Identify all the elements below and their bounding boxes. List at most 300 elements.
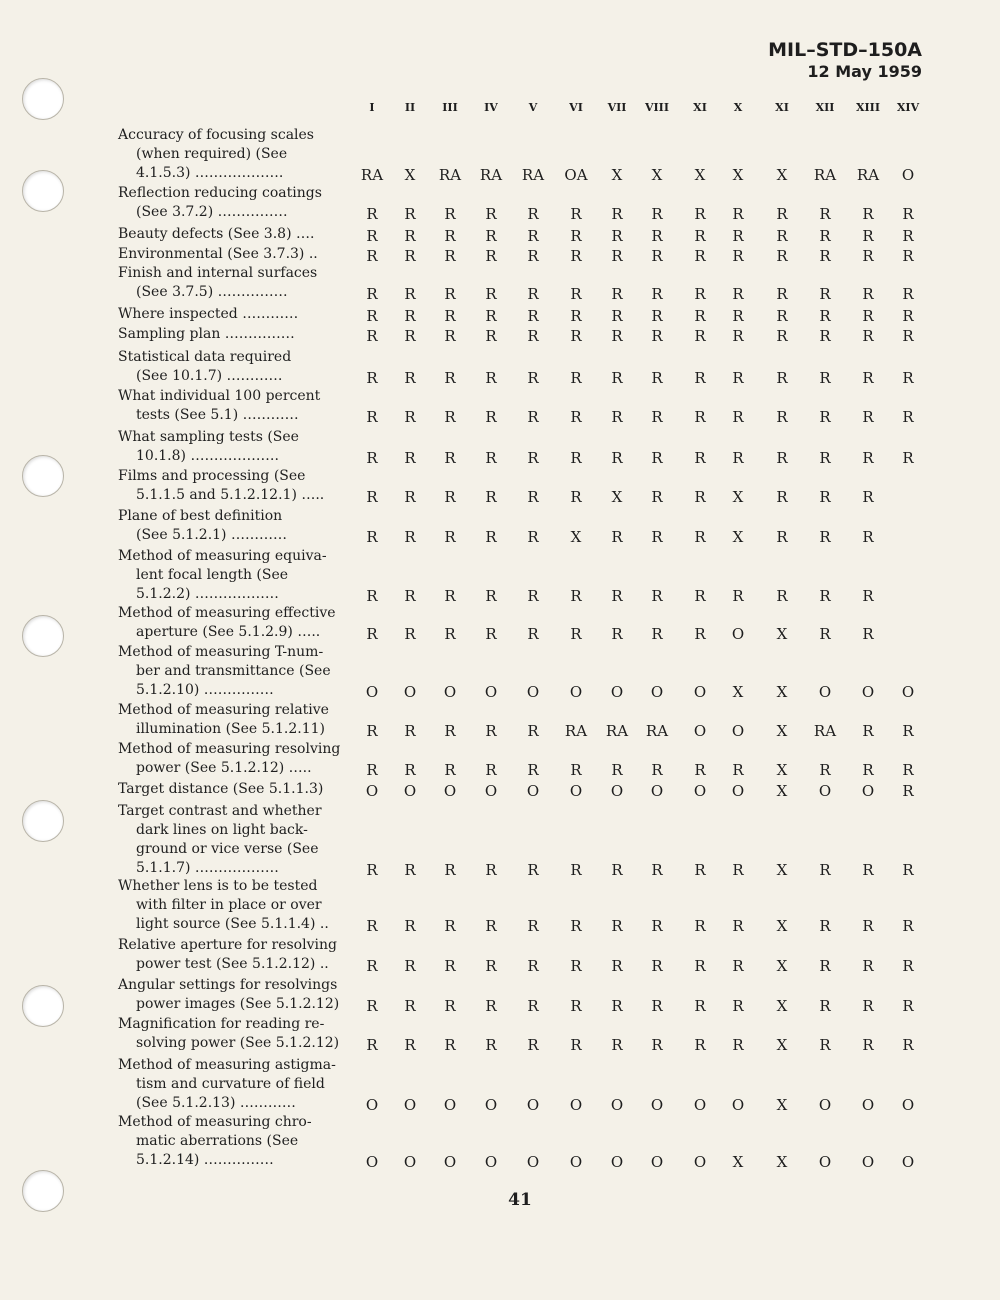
table-cell: R <box>694 307 706 325</box>
table-cell: R <box>902 997 914 1015</box>
table-cell: R <box>444 957 456 975</box>
table-cell: RA <box>645 722 669 740</box>
table-cell: X <box>611 166 623 184</box>
table-cell: R <box>611 957 623 975</box>
table-cell: R <box>527 327 539 345</box>
table-cell: RA <box>360 166 384 184</box>
column-header: X <box>733 101 743 114</box>
row-label <box>118 225 348 244</box>
table-cell: O <box>731 625 745 643</box>
table-cell: R <box>819 369 831 387</box>
table-cell: R <box>732 587 744 605</box>
row-label <box>118 305 348 324</box>
table-cell: R <box>527 408 539 426</box>
row-label-line: 5.1.1.7) ……………… <box>136 860 279 876</box>
table-cell: R <box>366 861 378 879</box>
table-cell: O <box>901 1096 915 1114</box>
table-cell: R <box>611 761 623 779</box>
table-cell: R <box>366 1036 378 1054</box>
row-label <box>118 701 348 739</box>
column-header: XIV <box>896 101 920 114</box>
table-cell: O <box>650 683 664 701</box>
document-id: MIL–STD–150A <box>768 39 922 61</box>
table-cell: O <box>861 1153 875 1171</box>
table-cell: R <box>444 625 456 643</box>
table-cell: R <box>732 285 744 303</box>
column-header: I <box>369 101 375 114</box>
table-cell: R <box>694 917 706 935</box>
table-cell: R <box>732 917 744 935</box>
table-cell: R <box>404 408 416 426</box>
table-cell: R <box>732 449 744 467</box>
row-label-line: tism and curvature of field <box>136 1076 325 1092</box>
table-cell: R <box>902 861 914 879</box>
table-cell: R <box>485 861 497 879</box>
row-label <box>118 348 348 386</box>
table-cell: R <box>366 227 378 245</box>
table-cell: X <box>611 488 623 506</box>
table-cell: R <box>570 227 582 245</box>
row-label-line: Environmental (See 3.7.3) .. <box>118 246 318 262</box>
row-label-line: Sampling plan …………… <box>118 326 295 342</box>
row-label <box>118 802 348 878</box>
table-cell: R <box>819 1036 831 1054</box>
row-label-line: tests (See 5.1) ………… <box>136 407 299 423</box>
table-cell: R <box>485 957 497 975</box>
table-cell: R <box>366 408 378 426</box>
table-cell: R <box>694 528 706 546</box>
row-label-line: Method of measuring chro- <box>118 1114 312 1130</box>
row-label-line: Method of measuring resolving <box>118 741 341 757</box>
table-cell: R <box>485 722 497 740</box>
table-cell: R <box>776 488 788 506</box>
table-cell: R <box>862 722 874 740</box>
table-cell: R <box>651 528 663 546</box>
row-label <box>118 877 348 934</box>
table-cell: R <box>527 369 539 387</box>
table-cell: R <box>366 625 378 643</box>
column-header: XIII <box>856 101 880 114</box>
table-cell: R <box>366 307 378 325</box>
table-cell: R <box>732 408 744 426</box>
table-cell: R <box>404 587 416 605</box>
table-cell: X <box>732 683 744 701</box>
table-cell: R <box>366 205 378 223</box>
row-label-line: Angular settings for resolvings <box>118 977 338 993</box>
table-cell: R <box>651 327 663 345</box>
table-cell: X <box>732 528 744 546</box>
table-cell: O <box>443 782 457 800</box>
table-cell: R <box>694 369 706 387</box>
table-cell: R <box>732 369 744 387</box>
table-cell: R <box>485 761 497 779</box>
table-cell: O <box>403 1153 417 1171</box>
row-label-line: 10.1.8) ………………. <box>136 448 279 464</box>
row-label-line: 5.1.2.14) …………… <box>136 1152 274 1168</box>
table-cell: R <box>651 205 663 223</box>
table-cell: R <box>651 285 663 303</box>
table-cell: R <box>819 625 831 643</box>
table-cell: R <box>570 369 582 387</box>
row-label <box>118 780 348 799</box>
table-cell: X <box>776 1036 788 1054</box>
table-cell: R <box>902 1036 914 1054</box>
table-cell: R <box>485 917 497 935</box>
table-cell: R <box>651 957 663 975</box>
table-cell: R <box>366 587 378 605</box>
column-header: V <box>528 101 538 114</box>
table-cell: R <box>611 369 623 387</box>
table-cell: R <box>651 307 663 325</box>
table-cell: R <box>819 247 831 265</box>
table-cell: O <box>901 683 915 701</box>
table-cell: R <box>732 1036 744 1054</box>
table-cell: O <box>403 1096 417 1114</box>
table-cell: O <box>693 683 707 701</box>
row-label <box>118 507 348 545</box>
table-cell: R <box>694 449 706 467</box>
table-cell: X <box>776 997 788 1015</box>
table-cell: R <box>819 205 831 223</box>
table-cell: R <box>611 625 623 643</box>
table-cell: R <box>485 449 497 467</box>
document-header <box>768 40 922 82</box>
row-label-line: What individual 100 percent <box>118 388 321 404</box>
row-label-line: lent focal length (See <box>136 567 289 583</box>
table-cell: R <box>485 369 497 387</box>
table-cell: R <box>902 782 914 800</box>
table-cell: R <box>485 327 497 345</box>
table-cell: R <box>366 488 378 506</box>
row-label <box>118 387 348 425</box>
row-label-line: 5.1.2.10) …………… <box>136 682 274 698</box>
table-cell: R <box>776 449 788 467</box>
table-cell: O <box>818 1096 832 1114</box>
table-cell: R <box>902 369 914 387</box>
row-label <box>118 245 348 264</box>
table-cell: R <box>404 285 416 303</box>
table-cell: X <box>776 957 788 975</box>
table-cell: R <box>732 227 744 245</box>
table-cell: R <box>611 285 623 303</box>
table-cell: R <box>444 408 456 426</box>
row-label-line: (when required) (See <box>136 146 288 162</box>
row-label <box>118 126 348 183</box>
table-cell: R <box>902 327 914 345</box>
table-cell: R <box>732 957 744 975</box>
column-header: VI <box>569 101 583 114</box>
table-cell: R <box>862 528 874 546</box>
table-cell: R <box>485 488 497 506</box>
table-cell: R <box>527 307 539 325</box>
table-cell: R <box>819 408 831 426</box>
table-cell: R <box>862 957 874 975</box>
table-cell: X <box>651 166 663 184</box>
table-cell: R <box>485 997 497 1015</box>
table-cell: R <box>485 307 497 325</box>
row-label <box>118 936 348 974</box>
row-label-line: (See 5.1.2.1) ………… <box>136 527 287 543</box>
table-cell: R <box>694 625 706 643</box>
row-label-line: (See 3.7.5) …………… <box>136 284 288 300</box>
table-cell: R <box>444 449 456 467</box>
table-cell: X <box>570 528 582 546</box>
table-cell: R <box>776 227 788 245</box>
row-label-line: Method of measuring equiva- <box>118 548 327 564</box>
row-label-line: Method of measuring T-num- <box>118 644 324 660</box>
table-cell: RA <box>564 722 588 740</box>
table-cell: R <box>404 957 416 975</box>
table-cell: O <box>569 782 583 800</box>
table-cell: O <box>693 1096 707 1114</box>
table-cell: R <box>732 327 744 345</box>
table-cell: R <box>366 449 378 467</box>
table-cell: O <box>526 1096 540 1114</box>
table-cell: R <box>527 488 539 506</box>
table-cell: R <box>611 449 623 467</box>
table-cell: O <box>526 1153 540 1171</box>
row-label-line: power images (See 5.1.2.12) <box>136 996 340 1012</box>
row-label-line: Whether lens is to be tested <box>118 878 318 894</box>
table-cell: R <box>366 528 378 546</box>
table-cell: R <box>404 205 416 223</box>
table-cell: RA <box>605 722 629 740</box>
table-cell: R <box>611 997 623 1015</box>
row-label <box>118 547 348 604</box>
table-cell: R <box>819 488 831 506</box>
table-cell: R <box>694 327 706 345</box>
table-cell: R <box>651 449 663 467</box>
table-cell: O <box>443 1096 457 1114</box>
table-cell: R <box>404 327 416 345</box>
table-cell: R <box>732 997 744 1015</box>
table-cell: X <box>732 1153 744 1171</box>
row-label <box>118 976 348 1014</box>
table-cell: R <box>366 722 378 740</box>
table-cell: O <box>365 1153 379 1171</box>
table-cell: R <box>819 227 831 245</box>
table-cell: O <box>365 683 379 701</box>
table-cell: R <box>444 205 456 223</box>
table-cell: R <box>902 307 914 325</box>
table-cell: R <box>485 625 497 643</box>
row-label-line: (See 10.1.7) ………… <box>136 368 283 384</box>
row-label-line: (See 5.1.2.13) ………… <box>136 1095 296 1111</box>
table-cell: R <box>527 227 539 245</box>
table-cell: R <box>776 408 788 426</box>
table-cell: O <box>818 782 832 800</box>
table-cell: O <box>901 1153 915 1171</box>
table-cell: R <box>776 247 788 265</box>
table-cell: R <box>527 625 539 643</box>
table-cell: R <box>694 247 706 265</box>
table-cell: R <box>485 528 497 546</box>
table-cell: R <box>862 488 874 506</box>
table-cell: R <box>527 285 539 303</box>
table-cell: X <box>776 166 788 184</box>
table-cell: R <box>366 285 378 303</box>
table-cell: R <box>862 327 874 345</box>
row-label-line: Method of measuring relative <box>118 702 329 718</box>
table-cell: R <box>570 957 582 975</box>
table-cell: R <box>902 227 914 245</box>
row-label-line: Where inspected ………… <box>118 306 299 322</box>
table-cell: R <box>776 205 788 223</box>
table-cell: R <box>862 761 874 779</box>
row-label-line: Relative aperture for resolving <box>118 937 337 953</box>
table-cell: O <box>901 166 915 184</box>
table-cell: R <box>485 205 497 223</box>
table-cell: R <box>485 227 497 245</box>
table-cell: RA <box>813 166 837 184</box>
table-cell: R <box>732 861 744 879</box>
table-cell: R <box>776 587 788 605</box>
table-cell: R <box>404 488 416 506</box>
table-cell: R <box>444 587 456 605</box>
document-date: 12 May 1959 <box>807 62 922 81</box>
table-cell: R <box>444 761 456 779</box>
table-cell: R <box>444 488 456 506</box>
table-cell: R <box>444 369 456 387</box>
table-cell: R <box>694 408 706 426</box>
column-header: II <box>404 101 416 114</box>
table-cell: R <box>902 761 914 779</box>
row-label-line: dark lines on light back- <box>136 822 308 838</box>
row-label <box>118 643 348 700</box>
table-cell: R <box>570 285 582 303</box>
row-label <box>118 325 348 344</box>
table-cell: R <box>404 247 416 265</box>
table-cell: R <box>902 917 914 935</box>
table-cell: O <box>403 683 417 701</box>
table-cell: R <box>819 528 831 546</box>
table-cell: R <box>862 587 874 605</box>
table-cell: R <box>570 997 582 1015</box>
table-cell: X <box>776 625 788 643</box>
table-cell: R <box>862 408 874 426</box>
table-cell: X <box>404 166 416 184</box>
binder-hole <box>22 170 64 212</box>
table-cell: O <box>650 1096 664 1114</box>
table-cell: O <box>403 782 417 800</box>
table-cell: R <box>651 408 663 426</box>
row-label-line: Beauty defects (See 3.8) …. <box>118 226 315 242</box>
table-cell: X <box>694 166 706 184</box>
table-cell: O <box>818 683 832 701</box>
table-cell: R <box>527 997 539 1015</box>
row-label-line: Films and processing (See <box>118 468 306 484</box>
table-cell: R <box>651 227 663 245</box>
row-label-line: 4.1.5.3) ………………. <box>136 165 284 181</box>
row-label <box>118 1113 348 1170</box>
binder-hole <box>22 985 64 1027</box>
table-cell: R <box>862 285 874 303</box>
table-cell: R <box>819 307 831 325</box>
table-cell: R <box>776 369 788 387</box>
table-cell: R <box>366 327 378 345</box>
table-cell: R <box>404 997 416 1015</box>
table-cell: R <box>570 327 582 345</box>
table-cell: R <box>404 761 416 779</box>
table-cell: X <box>776 917 788 935</box>
table-cell: R <box>527 917 539 935</box>
column-header: XI <box>775 101 789 114</box>
table-cell: O <box>610 1096 624 1114</box>
table-cell: O <box>650 782 664 800</box>
table-cell: R <box>902 449 914 467</box>
table-cell: R <box>732 761 744 779</box>
table-cell: X <box>776 861 788 879</box>
table-cell: R <box>862 1036 874 1054</box>
table-cell: R <box>776 327 788 345</box>
row-label-line: power (See 5.1.2.12) ….. <box>136 760 312 776</box>
table-cell: R <box>902 722 914 740</box>
table-cell: R <box>404 528 416 546</box>
table-cell: R <box>862 369 874 387</box>
table-cell: R <box>819 761 831 779</box>
column-header: VII <box>607 101 627 114</box>
table-cell: R <box>651 1036 663 1054</box>
row-label-line: Target distance (See 5.1.1.3) <box>118 781 324 797</box>
table-cell: R <box>651 587 663 605</box>
row-label-line: Statistical data required <box>118 349 292 365</box>
table-cell: R <box>611 327 623 345</box>
table-cell: R <box>611 227 623 245</box>
table-cell: O <box>484 683 498 701</box>
row-label <box>118 740 348 778</box>
table-cell: R <box>570 449 582 467</box>
table-cell: R <box>444 1036 456 1054</box>
table-cell: R <box>732 307 744 325</box>
table-cell: R <box>527 528 539 546</box>
table-cell: R <box>611 247 623 265</box>
table-cell: R <box>776 285 788 303</box>
table-cell: X <box>732 166 744 184</box>
table-cell: R <box>862 917 874 935</box>
row-label <box>118 184 348 222</box>
column-header: IV <box>484 101 498 114</box>
table-cell: R <box>862 247 874 265</box>
table-cell: RA <box>856 166 880 184</box>
table-cell: R <box>527 957 539 975</box>
table-cell: RA <box>521 166 545 184</box>
table-cell: R <box>444 528 456 546</box>
row-label-line: Method of measuring effective <box>118 605 336 621</box>
table-cell: R <box>444 917 456 935</box>
row-label <box>118 264 348 302</box>
table-cell: R <box>485 1036 497 1054</box>
row-label <box>118 467 348 505</box>
page-number: 41 <box>508 1190 532 1210</box>
table-cell: O <box>650 1153 664 1171</box>
table-cell: R <box>611 917 623 935</box>
table-cell: R <box>527 861 539 879</box>
table-cell: R <box>862 307 874 325</box>
table-cell: O <box>861 1096 875 1114</box>
table-cell: R <box>485 285 497 303</box>
table-cell: R <box>651 761 663 779</box>
table-cell: R <box>404 227 416 245</box>
row-label-line: matic aberrations (See <box>136 1133 299 1149</box>
table-cell: R <box>819 957 831 975</box>
table-cell: R <box>570 408 582 426</box>
row-label <box>118 428 348 466</box>
table-cell: R <box>485 587 497 605</box>
row-label-line: solving power (See 5.1.2.12) <box>136 1035 340 1051</box>
table-cell: R <box>651 625 663 643</box>
table-cell: R <box>651 369 663 387</box>
row-label-line: Finish and internal surfaces <box>118 265 318 281</box>
